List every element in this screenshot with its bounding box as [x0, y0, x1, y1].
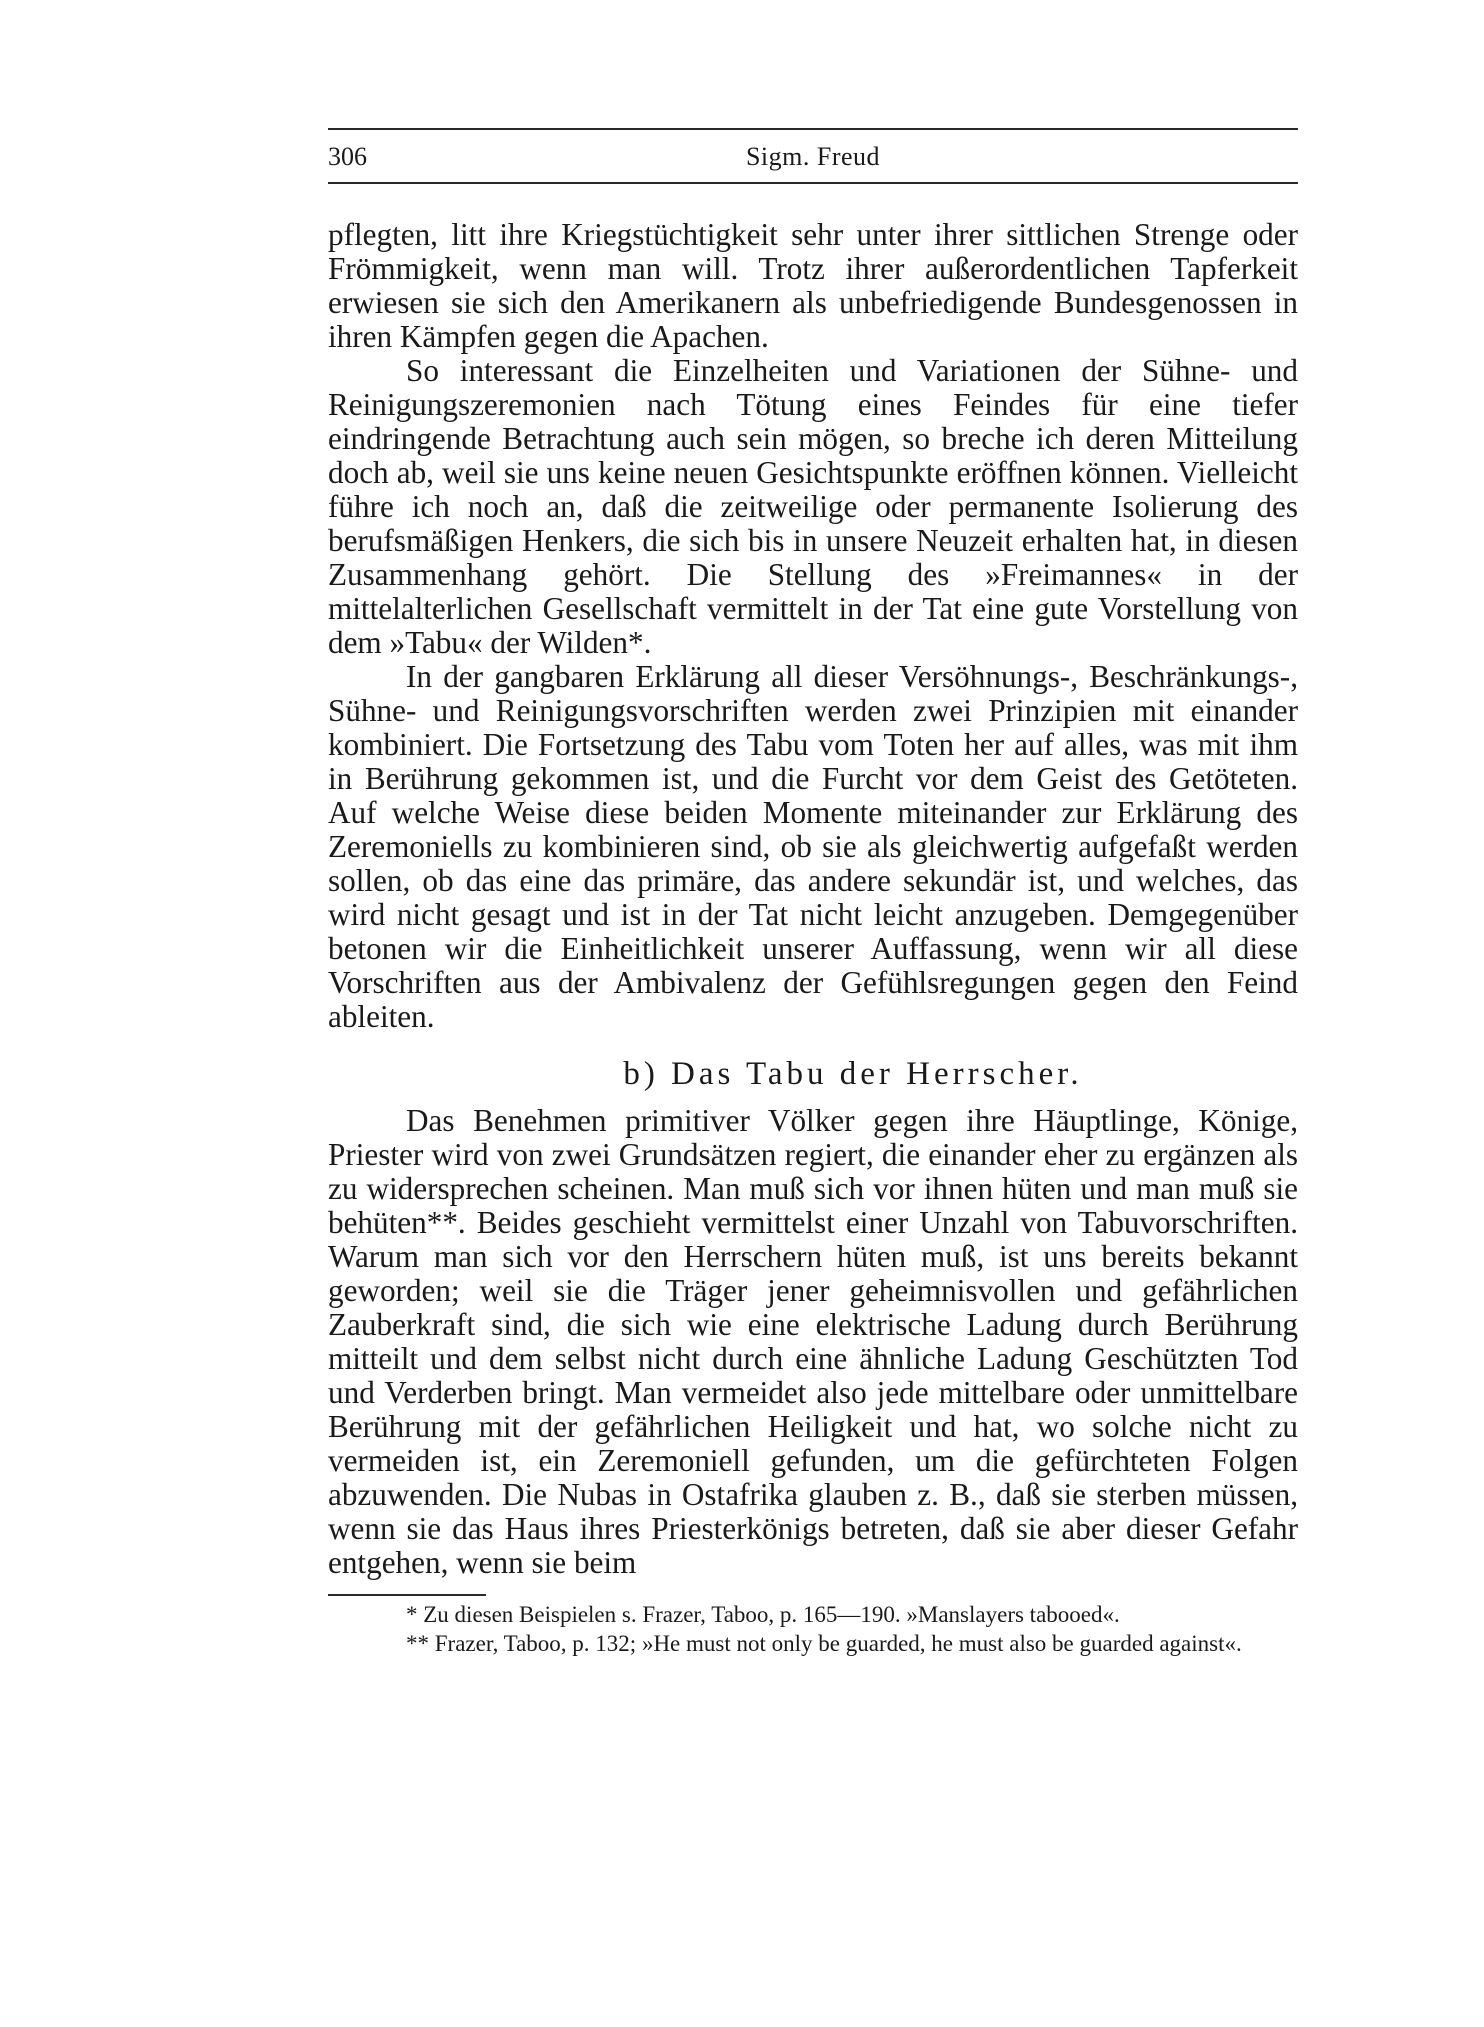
- running-header: [328, 128, 1298, 184]
- page-number: 306: [328, 142, 367, 171]
- paragraph-rulers: Das Benehmen primitiver Völker gegen ihre Häuptlinge, Könige, Priester wird von zwei Grundsätzen regiert, die einander eher zu ergänzen als zu widersprechen scheinen. Man muß sich vor ihnen hüten und man muß sie behüten**. Beides geschieht vermittelst einer Unzahl von Tabuvorschriften. Warum man sich vor den Herrschern hüten muß, ist uns bereits bekannt geworden; weil sie die Träger jener geheimnisvollen und gefährlichen Zauberkraft sind, die sich wie eine elektrische Ladung durch Berührung mitteilt und dem selbst nicht durch eine ähnliche Ladung Geschützten Tod und Verderben bringt. Man vermeidet also jede mittelbare oder unmittelbare Berührung mit der gefährlichen Heiligkeit und hat, wo solche nicht zu vermeiden ist, ein Zeremoniell gefunden, um die gefürchteten Folgen abzuwenden. Die Nubas in Ostafrika glauben z. B., daß sie sterben müssen, wenn sie das Haus ihres Priesterkönigs betreten, daß sie aber dieser Gefahr entgehen, wenn sie beim: [328, 1103, 1298, 1580]
- paragraph-explanation: In der gangbaren Erklärung all dieser Versöhnungs-, Beschränkungs-, Sühne- und Reinigungsvorschriften werden zwei Prinzipien mit einander kombiniert. Die Fortsetzung des Tabu vom Toten her auf alles, was mit ihm in Berührung gekommen ist, und die Furcht vor dem Geist des Getöteten. Auf welche Weise diese beiden Momente miteinander zur Erklärung des Zeremoniells zu kombinieren sind, ob sie als gleichwertig aufgefaßt werden sollen, ob das eine das primäre, das andere sekundär ist, und welches, das wird nicht gesagt und ist in der Tat nicht leicht anzugeben. Demgegenüber betonen wir die Einheitlichkeit unserer Auffassung, wenn wir all diese Vorschriften aus der Ambivalenz der Gefühlsregungen gegen den Feind ableiten.: [328, 659, 1298, 1034]
- running-title: Sigm. Freud: [745, 142, 881, 171]
- paragraph-ceremonies: So interessant die Einzelheiten und Variationen der Sühne- und Reinigungszeremonien nach Tötung eines Feindes für eine tiefer eindringende Betrachtung auch sein mögen, so breche ich deren Mitteilung doch ab, weil sie uns keine neuen Gesichtspunkte eröffnen können. Vielleicht führe ich noch an, daß die zeitweilige oder permanente Isolierung des berufsmäßigen Henkers, die sich bis in unsere Neuzeit erhalten hat, in diesen Zusammenhang gehört. Die Stellung des »Freimannes« in der mittelalterlichen Gesellschaft vermittelt in der Tat eine gute Vorstellung von dem »Tabu« der Wilden*.: [328, 353, 1298, 660]
- footnote-1: * Zu diesen Beispielen s. Frazer, Taboo, p. 165—190. »Manslayers tabooed«.: [406, 1602, 1120, 1627]
- footnotes: [328, 1600, 1298, 1658]
- paragraph-continuation: pflegten, litt ihre Kriegstüchtigkeit sehr unter ihrer sittlichen Strenge oder Frömmigkeit, wenn man will. Trotz ihrer außerordentlichen Tapferkeit erwiesen sie sich den Amerikanern als unbefriedigende Bundesgenossen in ihren Kämpfen gegen die Apachen.: [328, 217, 1298, 354]
- body-text: [328, 218, 1298, 1580]
- footnote-2: ** Frazer, Taboo, p. 132; »He must not only be guarded, he must also be guarded against«.: [406, 1631, 1242, 1656]
- section-heading: b) Das Tabu der Herrscher.: [623, 1056, 1083, 1092]
- book-page: [328, 128, 1298, 1658]
- footnote-divider: [328, 1594, 486, 1596]
